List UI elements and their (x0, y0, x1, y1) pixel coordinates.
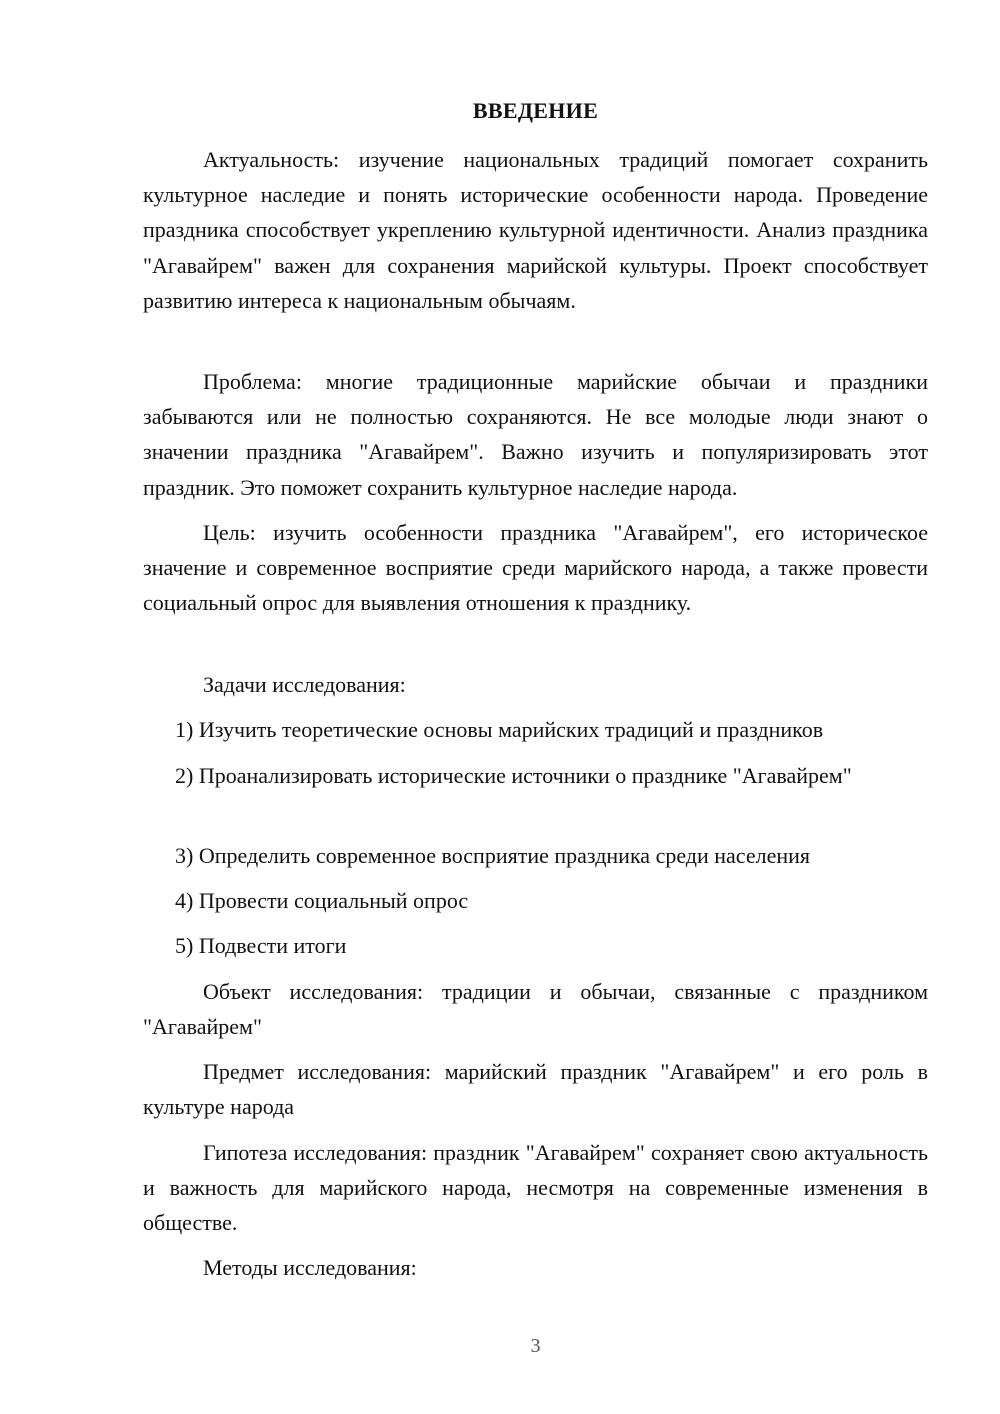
methods-heading: Методы исследования: (203, 1255, 417, 1280)
task-item: 3) Определить современное восприятие праздника среди населения (175, 843, 811, 868)
task-item: 2) Проанализировать исторические источники о празднике "Агавайрем" (175, 763, 852, 788)
paragraph-object: Объект исследования: традиции и обычаи, связанные с праздником "Агавайрем" (143, 979, 928, 1040)
task-item: 4) Провести социальный опрос (175, 888, 469, 913)
paragraph-relevance: Актуальность: изучение национальных традиций помогает сохранить культурное наследие и понять исторические особенности народа. Проведение праздника способствует укреплению культурной идентичности. Анализ праздника "Агавайрем" важен для сохранения марийской культуры. Проект способствует развитию интереса к национальным обычаям. (143, 147, 928, 313)
page-title: ВВЕДЕНИЕ (472, 98, 599, 123)
paragraph-subject: Предмет исследования: марийский праздник "Агавайрем" и его роль в культуре народа (143, 1059, 928, 1120)
paragraph-problem: Проблема: многие традиционные марийские обычаи и праздники забываются или не полностью сохраняются. Не все молодые люди знают о значении праздника "Агавайрем". Важно изучить и популяризировать этот праздник. Это поможет сохранить культурное наследие народа. (143, 369, 928, 500)
task-item: 1) Изучить теоретические основы марийских традиций и праздников (175, 717, 824, 742)
paragraph-hypothesis: Гипотеза исследования: праздник "Агавайрем" сохраняет свою актуальность и важность для марийского народа, несмотря на современные изменения в обществе. (143, 1140, 928, 1236)
task-item: 5) Подвести итоги (175, 933, 347, 958)
paragraph-goal: Цель: изучить особенности праздника "Агавайрем", его историческое значение и современное восприятие среди марийского народа, а также провести социальный опрос для выявления отношения к празднику. (143, 520, 928, 616)
tasks-heading: Задачи исследования: (203, 672, 406, 697)
page-number: 3 (530, 1335, 541, 1357)
